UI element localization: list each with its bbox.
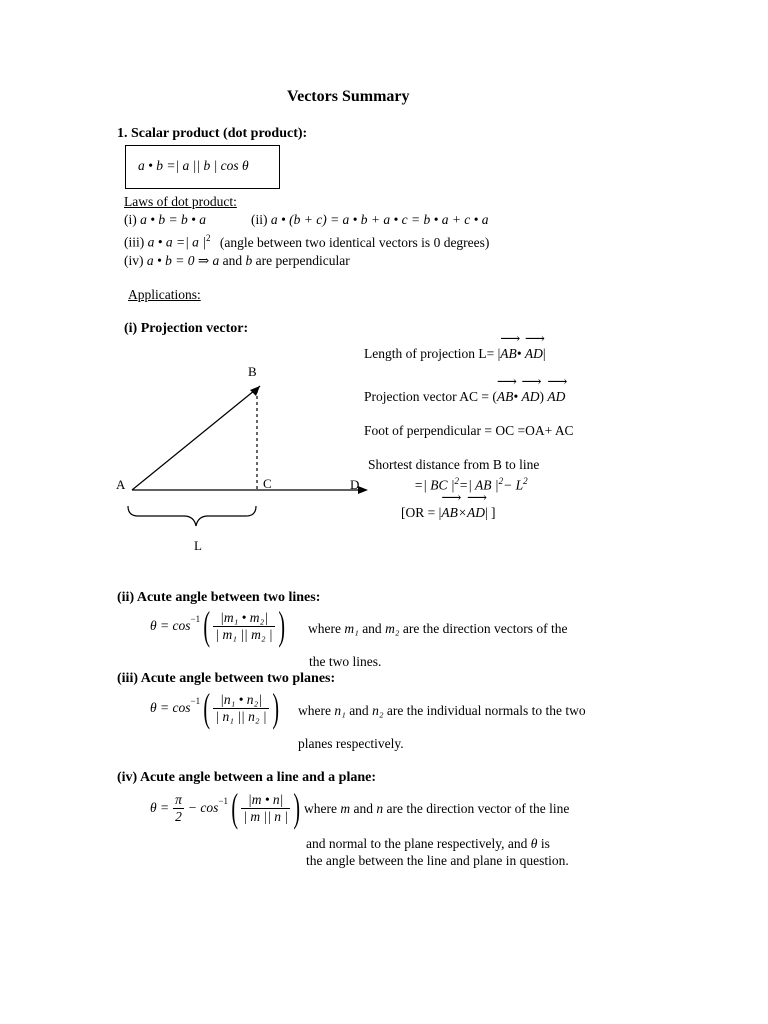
applications-heading: Applications: — [128, 287, 201, 302]
planes-lhs: θ = cos — [150, 700, 191, 715]
laws-heading: Laws of dot product: — [124, 194, 237, 209]
lines-lhs: θ = cos — [150, 618, 191, 633]
length-label: Length of projection L= | — [364, 346, 501, 361]
law-iv-b: b — [245, 253, 253, 268]
theta-symbol: θ — [530, 836, 538, 851]
dot-product-formula: a • b =| a || b | cos θ — [138, 158, 249, 173]
desc2a: and normal to the plane respectively, and — [306, 836, 528, 851]
planes-description — [298, 703, 586, 719]
l-term: − L — [503, 477, 524, 493]
pi-numerator: π — [175, 791, 182, 807]
sup-2: 2 — [523, 476, 528, 486]
projection-vector-label: Projection vector AC = ( — [364, 389, 497, 404]
vector-ab: ⟶ AB — [500, 346, 517, 362]
line-plane-formula — [150, 785, 303, 830]
var-n2: n₂ — [372, 703, 384, 718]
var-m2: m₂ — [385, 621, 400, 636]
law-iii-sup: 2 — [206, 233, 211, 243]
vector-ad: ⟶ AD — [525, 346, 543, 362]
dot-symbol: • — [513, 389, 519, 404]
law-ii-formula: a • (b + c) = a • b + a • c = b • a + c • a — [270, 212, 489, 227]
lines-fraction — [213, 610, 274, 643]
lines-sup: −1 — [190, 614, 201, 624]
law-iv-formula: a • b = 0 ⇒ a — [146, 253, 220, 268]
or-formula — [401, 505, 496, 521]
arrowhead-d — [358, 486, 368, 494]
brace-l — [128, 506, 256, 526]
scalar-product-heading: 1. Scalar product (dot product): — [117, 126, 308, 141]
law-iii-formula: a • a =| a | — [147, 234, 207, 250]
projection-diagram — [110, 360, 380, 560]
var-n: n — [376, 801, 384, 816]
pi-over-2 — [173, 792, 184, 825]
planes-desc: are the individual normals to the two — [386, 703, 586, 718]
var-m: m — [340, 801, 351, 816]
law-ii — [251, 212, 489, 228]
line-plane-desc-2 — [306, 836, 550, 852]
shortest-distance-label: Shortest distance from B to line — [368, 457, 540, 472]
law-iii-label: (iii) — [124, 234, 145, 250]
line-plane-denominator: | m || n | — [243, 808, 289, 824]
planes-formula — [150, 685, 282, 730]
planes-fraction — [213, 692, 268, 725]
lines-paren-right: ) — [277, 603, 285, 648]
bc-term: =| BC | — [414, 477, 455, 493]
or-close: | ] — [484, 505, 496, 520]
sup-2: 2 — [454, 476, 460, 486]
label-a: A — [116, 477, 126, 492]
law-i — [124, 212, 206, 228]
foot-of-perpendicular: Foot of perpendicular = OC =OA+ AC — [364, 423, 574, 438]
sup-2: 2 — [498, 476, 504, 486]
and-text: and — [362, 621, 382, 636]
law-ii-label: (ii) — [251, 212, 268, 227]
where-text: where — [308, 621, 341, 636]
line-plane-fraction — [241, 792, 290, 825]
law-iv-note: are perpendicular — [255, 253, 350, 268]
label-c: C — [263, 476, 272, 491]
planes-heading: (iii) Acute angle between two planes: — [117, 671, 336, 686]
law-i-label: (i) — [124, 212, 137, 227]
planes-denominator: | n₁ || n₂ | — [215, 708, 267, 724]
projection-heading: (i) Projection vector: — [124, 321, 249, 336]
length-of-projection: Length of projection L= |⟶ AB• ⟶ AD| — [364, 346, 546, 362]
planes-sup: −1 — [190, 696, 201, 706]
var-n1: n₁ — [334, 703, 346, 718]
lines-desc-2: the two lines. — [309, 654, 382, 669]
ab-term: =| AB | — [459, 477, 499, 493]
and-text: and — [349, 703, 369, 718]
close-paren: ) — [539, 389, 544, 404]
where-text: where — [304, 801, 337, 816]
planes-desc-2: planes respectively. — [298, 736, 404, 751]
label-d: D — [350, 477, 360, 492]
law-iv-label: (iv) — [124, 253, 144, 268]
line-plane-desc: are the direction vector of the line — [386, 801, 570, 816]
lines-heading: (ii) Acute angle between two lines: — [117, 590, 321, 605]
label-l: L — [194, 538, 202, 553]
law-i-formula: a • b = b • a — [140, 212, 206, 227]
label-b: B — [248, 364, 257, 379]
planes-paren-left: ( — [203, 685, 211, 730]
vector-ab: ⟶ AB — [441, 505, 458, 521]
planes-numerator: |n₁ • n₂| — [220, 691, 262, 707]
desc2b: is — [540, 836, 550, 851]
where-text: where — [298, 703, 331, 718]
vector-ad: ⟶ AD — [467, 505, 485, 521]
var-m1: m₁ — [344, 621, 359, 636]
lines-formula — [150, 603, 288, 648]
minus-cos: − cos — [187, 800, 219, 815]
law-iii-note: (angle between two identical vectors is 0 degrees) — [219, 234, 490, 250]
vector-ab: ⟶ AB — [497, 389, 514, 405]
page-title: Vectors Summary — [287, 88, 410, 105]
law-iv-and: and — [222, 253, 243, 268]
line-plane-sup: −1 — [218, 796, 228, 806]
line-plane-paren-right: ) — [293, 785, 301, 830]
pi-denominator: 2 — [175, 808, 182, 824]
line-plane-numerator: |m • n| — [248, 791, 284, 807]
line-plane-heading: (iv) Acute angle between a line and a plane: — [117, 770, 376, 785]
law-iv — [124, 253, 350, 269]
or-open: [OR = | — [401, 505, 442, 520]
vector-ad: ⟶ AD — [547, 389, 565, 405]
arrowhead-b — [250, 386, 260, 396]
line-plane-lhs: θ = — [150, 800, 170, 815]
cross-symbol: × — [457, 505, 467, 520]
lines-numerator: |m₁ • m₂| — [220, 609, 268, 625]
law-iii — [124, 233, 489, 251]
and-text: and — [353, 801, 373, 816]
projection-vector-formula — [364, 389, 565, 405]
line-plane-desc-3: the angle between the line and plane in question. — [306, 853, 569, 868]
lines-description — [308, 621, 567, 637]
line-plane-paren-left: ( — [231, 785, 238, 830]
line-ab — [132, 386, 260, 490]
lines-desc: are the direction vectors of the — [402, 621, 568, 636]
lines-paren-left: ( — [203, 603, 211, 648]
dot-symbol: • — [516, 346, 522, 361]
vector-ad: ⟶ AD — [521, 389, 539, 405]
line-plane-description — [304, 801, 569, 817]
planes-paren-right: ) — [271, 685, 279, 730]
lines-denominator: | m₁ || m₂ | — [215, 626, 273, 642]
